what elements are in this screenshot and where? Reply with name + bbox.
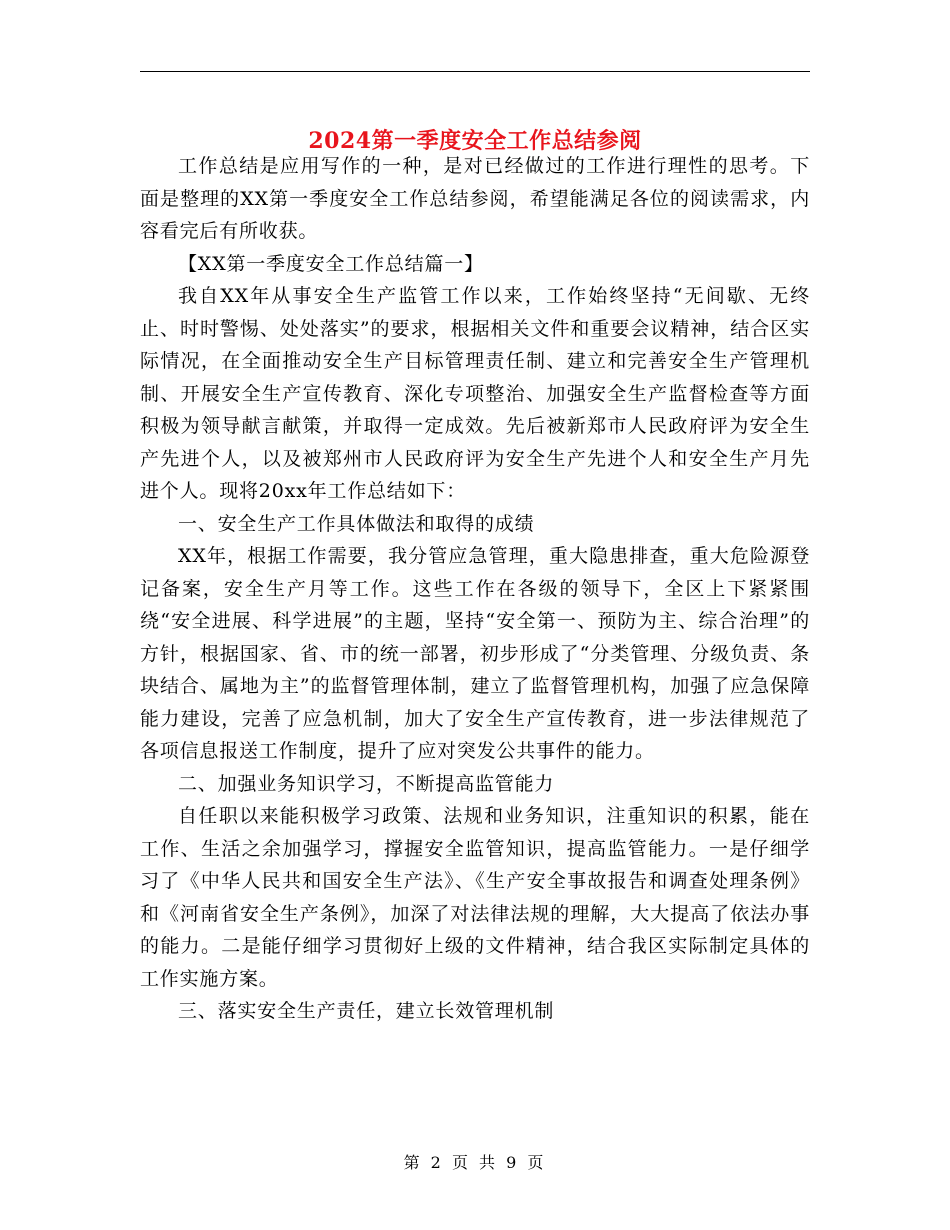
paragraph-overview: 我自XX年从事安全生产监管工作以来，工作始终坚持“无间歇、无终止、时时警惕、处处落实”的要求，根据相关文件和重要会议精神，结合区实际情况，在全面推动安全生产目标管理责任制、建立和完善安全生产管理机制、开展安全生产宣传教育、深化专项整治、加强安全生产监督检查等方面积极为领导献言献策，并取得一定成效。先后被新郑市人民政府评为安全生产先进个人，以及被郑州市人民政府评为安全生产先进个人和安全生产月先进个人。现将20xx年工作总结如下： [140, 285, 810, 502]
paragraph-intro: 工作总结是应用写作的一种，是对已经做过的工作进行理性的思考。下面是整理的XX第一季度安全工作总结参阅，希望能满足各位的阅读需求，内容看完后有所收获。 [140, 155, 810, 242]
paragraph-learning: 自任职以来能积极学习政策、法规和业务知识，注重知识的积累，能在工作、生活之余加强学习，撑握安全监管知识，提高监管能力。一是仔细学习了《中华人民共和国安全生产法》、《生产安全事故报告和调查处理条例》和《河南省安全生产条例》，加深了对法律法规的理解，大大提高了依法办事的能力。二是能仔细学习贯彻好上级的文件精神，结合我区实际制定具体的工作实施方案。 [140, 805, 810, 990]
section-heading-3: 三、落实安全生产责任，建立长效管理机制 [178, 1000, 555, 1022]
document-title: 2024第一季度安全工作总结参阅 [308, 127, 642, 154]
section-heading-part-one: 【XX第一季度安全工作总结篇一】 [178, 252, 484, 275]
page-number: 第 2 页 共 9 页 [403, 1153, 547, 1172]
paragraph-achievements: XX年，根据工作需要，我分管应急管理，重大隐患排查，重大危险源登记备案，安全生产月等工作。这些工作在各级的领导下，全区上下紧紧围绕“安全进展、科学进展”的主题，坚持“安全第一、预防为主、综合治理”的方针，根据国家、省、市的统一部署，初步形成了“分类管理、分级负责、条块结合、属地为主”的监督管理体制，建立了监督管理机构，加强了应急保障能力建设，完善了应急机制，加大了安全生产宣传教育，进一步法律规范了各项信息报送工作制度，提升了应对突发公共事件的能力。 [140, 545, 810, 762]
header-rule [140, 71, 810, 72]
section-heading-2: 二、加强业务知识学习，不断提高监管能力 [178, 772, 555, 795]
section-heading-1: 一、安全生产工作具体做法和取得的成绩 [178, 512, 535, 535]
document-body [140, 150, 810, 1028]
